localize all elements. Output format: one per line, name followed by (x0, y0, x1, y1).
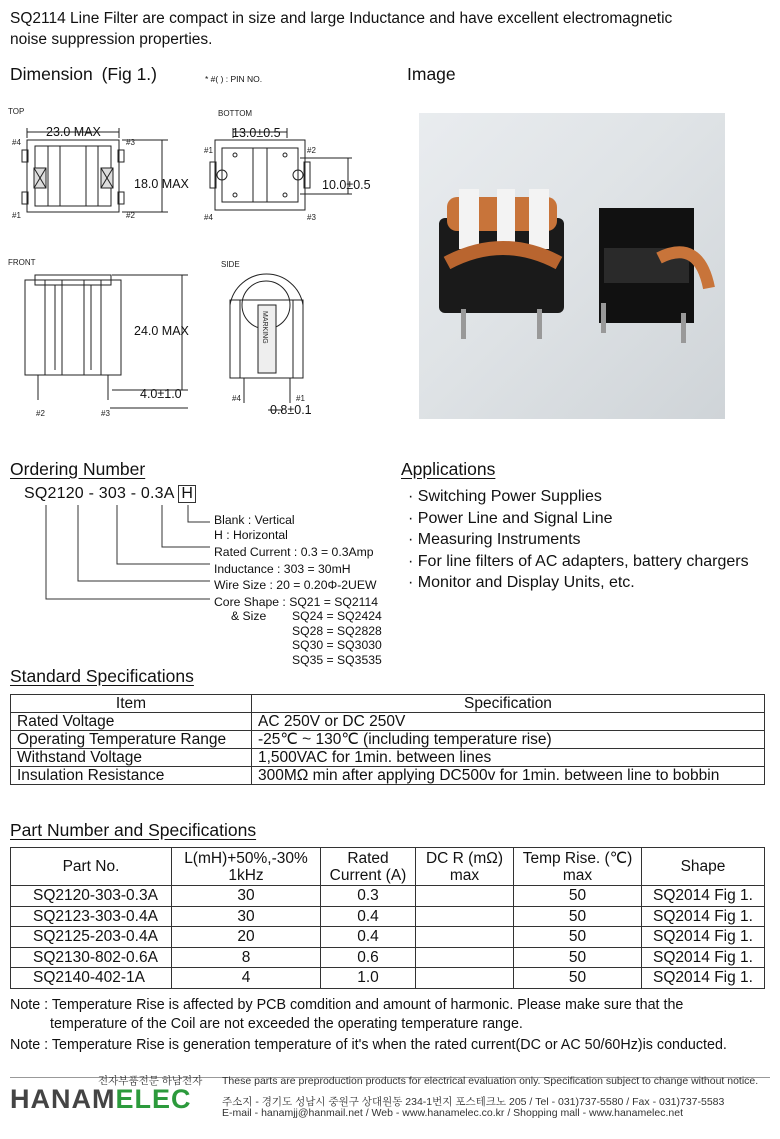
top-view (22, 128, 168, 212)
cell-l: 20 (172, 927, 321, 948)
cell-temp: 50 (514, 947, 642, 968)
bottom-pin1: #1 (204, 146, 213, 155)
front-height-dim: 24.0 MAX (134, 324, 189, 338)
cell-item: Operating Temperature Range (11, 731, 252, 749)
header-current (321, 848, 416, 886)
side-pin1: #1 (296, 394, 305, 403)
header-temp (514, 848, 642, 886)
table-row (11, 968, 765, 989)
cell-part: SQ2130-802-0.6A (11, 947, 172, 968)
table-row (11, 749, 765, 767)
code-sep-1: - (83, 485, 99, 502)
top-pin3: #3 (126, 138, 135, 147)
legend-wire: Wire Size : 20 = 0.20Φ-2UEW (214, 578, 377, 592)
header-dcr-1: DC R (mΩ) (425, 849, 503, 867)
header-current-1: Rated (347, 849, 389, 867)
korean-tagline: 전자부품전문 하남전자 (98, 1075, 203, 1087)
dimension-title: Dimension (10, 64, 93, 84)
cell-i: 0.6 (321, 947, 416, 968)
legend-core-3: SQ28 = SQ2828 (292, 623, 382, 638)
logo-hanam: HANAM (10, 1084, 116, 1114)
cell-shape: SQ2014 Fig 1. (642, 947, 765, 968)
dimension-fig: (Fig 1.) (101, 64, 157, 84)
cell-l: 30 (172, 906, 321, 927)
cell-item: Withstand Voltage (11, 749, 252, 767)
front-pin3: #3 (101, 409, 110, 418)
app-item: · Switching Power Supplies (408, 488, 602, 505)
header-item: Item (11, 695, 252, 713)
legend-core-2 (214, 609, 382, 624)
applications-list (408, 486, 749, 594)
cell-item: Rated Voltage (11, 713, 252, 731)
cell-shape: SQ2014 Fig 1. (642, 886, 765, 907)
front-pin2: #2 (36, 409, 45, 418)
cell-l: 4 (172, 968, 321, 989)
side-pin4: #4 (232, 394, 241, 403)
cell-i: 1.0 (321, 968, 416, 989)
top-pin1: #1 (12, 211, 21, 220)
header-dcr (416, 848, 514, 886)
cell-temp: 50 (514, 927, 642, 948)
company-logo (10, 1084, 192, 1115)
top-label: TOP (8, 107, 25, 116)
cell-temp: 50 (514, 906, 642, 927)
legend-core-5: SQ35 = SQ3535 (292, 652, 382, 667)
cell-spec: 300MΩ min after applying DC500v for 1min. between line to bobbin (252, 767, 765, 785)
header-inductance-2: 1kHz (228, 866, 264, 884)
header-temp-2: max (562, 866, 593, 884)
standard-heading: Standard Specifications (10, 666, 194, 686)
header-temp-1: Temp Rise. (℃) (522, 849, 633, 867)
cell-part: SQ2120-303-0.3A (11, 886, 172, 907)
table-header-row (11, 848, 765, 886)
note-2: Note : Temperature Rise is generation temperature of it's when the rated current(DC or AC 50/60Hz)is conducted. (10, 1037, 727, 1053)
cell-l: 8 (172, 947, 321, 968)
bottom-pin2: #2 (307, 146, 316, 155)
dimension-heading (10, 64, 157, 85)
table-row (11, 947, 765, 968)
legend-core-1: Core Shape : SQ21 = SQ2114 (214, 594, 379, 609)
legend-core-size: & Size (231, 609, 267, 623)
marking-label: MARKING (261, 311, 268, 344)
filter-right (599, 208, 709, 343)
legend-core-sq24: SQ24 = SQ2424 (292, 609, 382, 623)
applications-heading: Applications (401, 459, 496, 479)
bottom-pin3: #3 (307, 213, 316, 222)
code-part-b: 303 (98, 485, 127, 502)
standard-spec-table (10, 694, 765, 785)
cell-spec: -25℃ ~ 130℃ (including temperature rise) (252, 731, 765, 749)
cell-part: SQ2125-203-0.4A (11, 927, 172, 948)
app-item: · Power Line and Signal Line (408, 509, 613, 527)
table-row (11, 906, 765, 927)
intro-line-1: SQ2114 Line Filter are compact in size and large Inductance and have excellent electromagnetic (10, 10, 673, 27)
parts-heading: Part Number and Specifications (10, 820, 257, 840)
cell-dcr (416, 886, 514, 907)
ordering-legend (214, 513, 382, 667)
product-photo (419, 113, 725, 419)
app-item: · Monitor and Display Units, etc. (408, 574, 635, 591)
code-part-d: H (178, 485, 196, 503)
top-pin4: #4 (12, 138, 21, 147)
header-part: Part No. (11, 848, 172, 886)
cell-l: 30 (172, 886, 321, 907)
cell-dcr (416, 906, 514, 927)
top-height-dim: 18.0 MAX (134, 177, 189, 191)
header-inductance (172, 848, 321, 886)
table-row (11, 767, 765, 785)
cell-i: 0.3 (321, 886, 416, 907)
table-row (11, 713, 765, 731)
table-row (11, 927, 765, 948)
header-spec: Specification (252, 695, 765, 713)
pin-note: * #( ) : PIN NO. (205, 74, 263, 84)
legend-core-4: SQ30 = SQ3030 (292, 638, 382, 652)
cell-spec: AC 250V or DC 250V (252, 713, 765, 731)
cell-i: 0.4 (321, 927, 416, 948)
legend-blank: Blank : Vertical (214, 513, 295, 527)
front-label: FRONT (8, 258, 36, 267)
front-pin-dim: 4.0±1.0 (140, 387, 182, 401)
cell-dcr (416, 927, 514, 948)
ordering-heading: Ordering Number (10, 459, 146, 479)
parts-table (10, 847, 765, 989)
table-header-row (11, 695, 765, 713)
top-width-dim: 23.0 MAX (46, 125, 101, 139)
header-dcr-2: max (449, 866, 480, 884)
cell-part: SQ2140-402-1A (11, 968, 172, 989)
address-line: 주소지 - 경기도 성남시 중원구 상대원동 234-1번지 포스테크노 205 / Tel - 031)737-5580 / Fax - 031)737-5583 (222, 1096, 725, 1108)
code-sep-2: - (126, 485, 141, 502)
side-label: SIDE (221, 260, 240, 269)
disclaimer: These parts are preproduction products for electrical evaluation only. Specification subject to change without notice. (222, 1075, 759, 1087)
bottom-view (210, 128, 352, 210)
header-inductance-1: L(mH)+50%,-30% (184, 849, 308, 867)
legend-inductance: Inductance : 303 = 30mH (214, 561, 351, 576)
cell-i: 0.4 (321, 906, 416, 927)
side-pin-dim: 0.8±0.1 (270, 403, 312, 417)
cell-part: SQ2123-303-0.4A (11, 906, 172, 927)
legend-rated: Rated Current : 0.3 = 0.3Amp (214, 545, 374, 559)
intro-text (10, 8, 770, 50)
bottom-width-dim: 13.0±0.5 (232, 126, 281, 140)
note-1 (10, 996, 775, 1033)
top-pin2: #2 (126, 211, 135, 220)
bottom-label: BOTTOM (218, 109, 253, 118)
cell-item: Insulation Resistance (11, 767, 252, 785)
app-item: · For line filters of AC adapters, battery chargers (408, 552, 749, 570)
code-part-c: 0.3A (140, 485, 174, 502)
logo-elec: ELEC (115, 1084, 192, 1114)
cell-dcr (416, 947, 514, 968)
app-item: · Measuring Instruments (408, 531, 581, 548)
header-current-2: Current (A) (329, 866, 407, 884)
header-shape: Shape (642, 848, 765, 886)
legend-horizontal: H : Horizontal (214, 527, 288, 542)
note-1-line-2: temperature of the Coil are not exceeded the operating temperature range. (50, 1015, 523, 1032)
table-row (11, 731, 765, 749)
cell-dcr (416, 968, 514, 989)
cell-shape: SQ2014 Fig 1. (642, 927, 765, 948)
intro-line-2: noise suppression properties. (10, 31, 213, 48)
code-part-a: SQ2120 (24, 485, 84, 502)
cell-shape: SQ2014 Fig 1. (642, 968, 765, 989)
cell-shape: SQ2014 Fig 1. (642, 906, 765, 927)
contact-line: E-mail - hanamjj@hanmail.net / Web - www.hanamelec.co.kr / Shopping mall - www.hanamelec.net (222, 1107, 683, 1119)
cell-temp: 50 (514, 886, 642, 907)
filter-left (439, 189, 564, 339)
image-heading: Image (407, 64, 456, 84)
bottom-height-dim: 10.0±0.5 (322, 178, 371, 192)
table-row (11, 886, 765, 907)
note-1-line-1: Note : Temperature Rise is affected by PCB comdition and amount of harmonic. Please make sure that the (10, 997, 684, 1013)
dimension-drawing (0, 100, 400, 425)
cell-temp: 50 (514, 968, 642, 989)
cell-spec: 1,500VAC for 1min. between lines (252, 749, 765, 767)
bottom-pin4: #4 (204, 213, 213, 222)
